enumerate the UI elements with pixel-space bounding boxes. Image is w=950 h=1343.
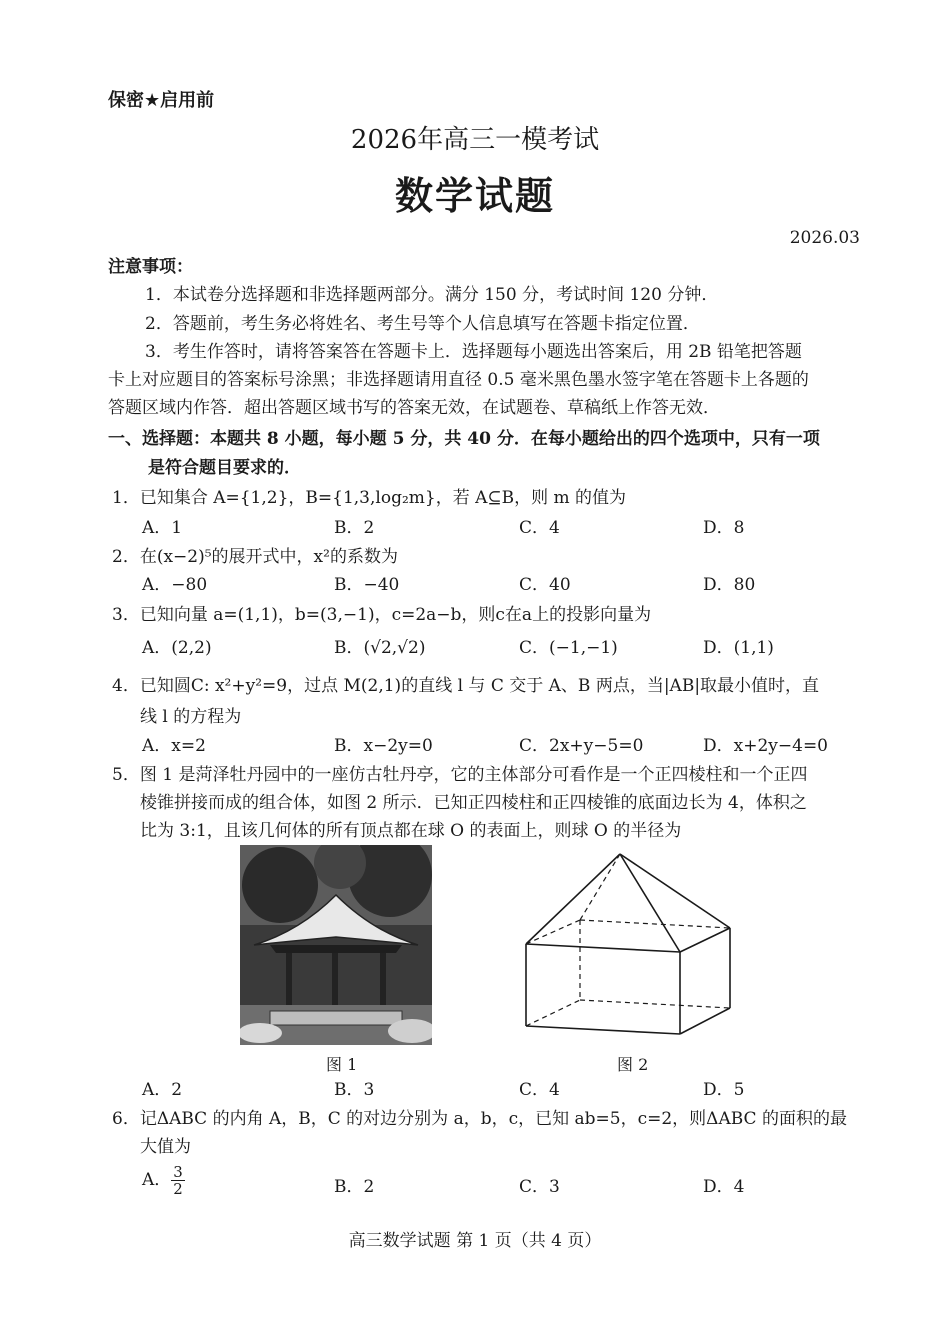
q3-option-d: D．(1,1): [703, 638, 774, 658]
notes-heading: 注意事项：: [108, 257, 193, 277]
q4-stem-line2: 线 l 的方程为: [140, 707, 242, 727]
exam-date: 2026.03: [789, 228, 860, 248]
q5-option-c: C．4: [519, 1080, 560, 1100]
q2-option-c: C．40: [519, 575, 571, 595]
q1-option-c: C．4: [519, 518, 560, 538]
confidential-label: 保密★启用前: [108, 90, 215, 111]
q6-option-a-fraction: [171, 1164, 185, 1197]
fraction-denominator: 2: [173, 1180, 183, 1198]
q6-stem-line1: 6．记ΔABC 的内角 A，B，C 的对边分别为 a，b，c，已知 ab=5，c=2，则ΔABC 的面积的最: [112, 1109, 847, 1129]
figure-1-caption: 图 1: [326, 1055, 358, 1074]
note-1: 1．本试卷分选择题和非选择题两部分。满分 150 分，考试时间 120 分钟．: [145, 285, 719, 305]
q5-stem-line3: 比为 3:1，且该几何体的所有顶点都在球 O 的表面上，则球 O 的半径为: [140, 821, 682, 841]
fraction-numerator: 3: [173, 1163, 183, 1181]
q2-stem: 2．在(x−2)⁵的展开式中，x²的系数为: [112, 547, 398, 567]
subject-title: 数学试题: [394, 174, 555, 218]
section-heading-line1: 一、选择题：本题共 8 小题，每小题 5 分，共 40 分．在每小题给出的四个选项中，只有一项: [108, 429, 820, 449]
page-footer: 高三数学试题 第 1 页（共 4 页）: [348, 1231, 602, 1251]
q3-option-c: C．(−1,−1): [519, 638, 618, 658]
q1-stem: 1．已知集合 A={1,2}，B={1,3,log₂m}，若 A⊆B，则 m 的值为: [112, 488, 627, 508]
q3-option-b: B．(√2,√2): [334, 638, 426, 658]
q1-option-d: D．8: [703, 518, 745, 538]
figure-2-caption: 图 2: [617, 1055, 649, 1074]
q5-option-b: B．3: [334, 1080, 375, 1100]
q2-option-b: B．−40: [334, 575, 400, 595]
note-3b: 卡上对应题目的答案标号涂黑；非选择题请用直径 0.5 毫米黑色墨水签字笔在答题卡上各题的: [108, 370, 809, 390]
q6-option-a: [142, 1164, 185, 1197]
pavilion-photo: [240, 845, 432, 1045]
q4-option-a: A．x=2: [142, 736, 206, 756]
q5-option-d: D．5: [703, 1080, 745, 1100]
q6-option-b: B．2: [334, 1177, 375, 1197]
q6-stem-line2: 大值为: [140, 1137, 191, 1157]
q2-option-d: D．80: [703, 575, 756, 595]
q1-option-b: B．2: [334, 518, 375, 538]
q3-option-a: A．(2,2): [142, 638, 212, 658]
q5-stem-line2: 棱锥拼接而成的组合体，如图 2 所示．已知正四棱柱和正四棱锥的底面边长为 4，体积之: [140, 793, 807, 813]
note-3c: 答题区域内作答．超出答题区域书写的答案无效，在试题卷、草稿纸上作答无效．: [108, 398, 720, 418]
q4-stem-line1: 4．已知圆C: x²+y²=9，过点 M(2,1)的直线 l 与 C 交于 A、B 两点，当|AB|取最小值时，直: [112, 676, 820, 696]
q5-option-a: A．2: [142, 1080, 183, 1100]
note-2: 2．答题前，考生务必将姓名、考生号等个人信息填写在答题卡指定位置．: [145, 314, 700, 334]
q4-option-d: D．x+2y−4=0: [703, 736, 829, 756]
q6-option-c: C．3: [519, 1177, 560, 1197]
section-heading-line2: 是符合题目要求的．: [148, 458, 301, 478]
geometry-figure: [520, 850, 740, 1040]
exam-title: 2026年高三一模考试: [350, 125, 600, 155]
q5-stem-line1: 5．图 1 是菏泽牡丹园中的一座仿古牡丹亭，它的主体部分可看作是一个正四棱柱和一个正四: [112, 765, 808, 785]
q3-stem: 3．已知向量 a=(1,1)，b=(3,−1)，c=2a−b，则c在a上的投影向量为: [112, 605, 652, 625]
q6-option-a-label: A．: [142, 1170, 172, 1190]
note-3a: 3．考生作答时，请将答案答在答题卡上．选择题每小题选出答案后，用 2B 铅笔把答题: [145, 342, 802, 362]
q1-option-a: A．1: [142, 518, 183, 538]
q4-option-b: B．x−2y=0: [334, 736, 433, 756]
q2-option-a: A．−80: [142, 575, 208, 595]
q4-option-c: C．2x+y−5=0: [519, 736, 644, 756]
q6-option-d: D．4: [703, 1177, 745, 1197]
